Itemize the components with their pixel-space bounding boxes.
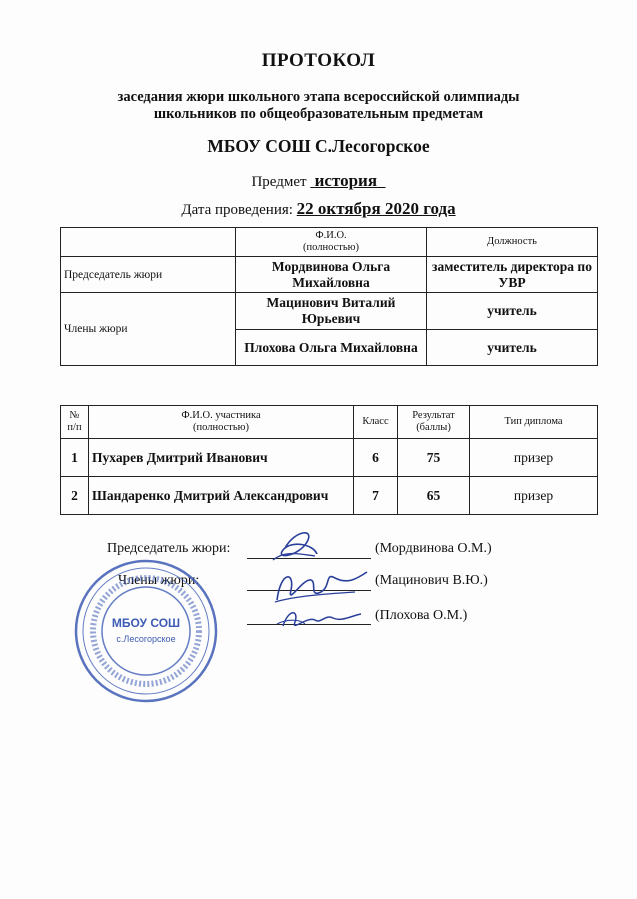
subject-value: история	[314, 171, 378, 190]
member2-signature-name: (Плохова О.М.)	[375, 608, 468, 623]
stamp-center-line-2: с.Лесогорское	[116, 634, 176, 644]
date-row	[0, 199, 637, 219]
school-stamp	[72, 557, 220, 705]
handwritten-signatures	[255, 520, 375, 640]
date-value: 22 октября 2020 года	[296, 199, 456, 218]
row-num: 1	[61, 439, 89, 477]
row-num: 2	[61, 477, 89, 515]
participant-class: 6	[354, 439, 398, 477]
jury-member-row	[61, 293, 598, 330]
participant-score: 75	[398, 439, 470, 477]
participant-diploma: призер	[470, 439, 598, 477]
subject-row	[0, 171, 637, 191]
col-result: Результат (баллы)	[398, 406, 470, 439]
jury-chair-row	[61, 257, 598, 293]
member1-signature-name: (Мацинович В.Ю.)	[375, 573, 488, 588]
participant-diploma: призер	[470, 477, 598, 515]
chair-position: заместитель директора по УВР	[427, 257, 598, 293]
jury-table	[60, 227, 598, 366]
school-name: МБОУ СОШ С.Лесогорское	[207, 136, 430, 156]
document-title: ПРОТОКОЛ	[261, 50, 376, 71]
member-name: Плохова Ольга Михайловна	[236, 330, 427, 366]
chair-label: Председатель жюри	[61, 257, 236, 293]
results-table-header	[61, 406, 598, 439]
col-participant: Ф.И.О. участника (полностью)	[89, 406, 354, 439]
participant-score: 65	[398, 477, 470, 515]
chair-name: Мордвинова Ольга Михайловна	[236, 257, 427, 293]
members-signature-label: Члены жюри:	[118, 573, 200, 588]
participant-name: Пухарев Дмитрий Иванович	[89, 439, 354, 477]
chair-signature-name: (Мордвинова О.М.)	[375, 541, 492, 556]
member-position: учитель	[427, 330, 598, 366]
subtitle-line-1: заседания жюри школьного этапа всероссийской олимпиады	[117, 89, 520, 105]
subtitle-line-2: школьников по общеобразовательным предметам	[153, 106, 484, 122]
jury-col-position: Должность	[427, 228, 598, 257]
results-table	[60, 405, 598, 515]
col-diploma: Тип диплома	[470, 406, 598, 439]
member-name: Мацинович Виталий Юрьевич	[236, 293, 427, 330]
stamp-center-line-1: МБОУ СОШ	[111, 616, 181, 630]
col-num: № п/п	[61, 406, 89, 439]
col-class: Класс	[354, 406, 398, 439]
member-position: учитель	[427, 293, 598, 330]
participant-name: Шандаренко Дмитрий Александрович	[89, 477, 354, 515]
subject-label: Предмет	[251, 174, 307, 190]
members-label: Члены жюри	[61, 293, 236, 366]
participant-class: 7	[354, 477, 398, 515]
date-label: Дата проведения:	[181, 202, 293, 218]
jury-col-fio: Ф.И.О. (полностью)	[236, 228, 427, 257]
chair-signature-label: Председатель жюри:	[107, 541, 231, 556]
table-row	[61, 439, 598, 477]
jury-table-header	[61, 228, 598, 257]
table-row	[61, 477, 598, 515]
